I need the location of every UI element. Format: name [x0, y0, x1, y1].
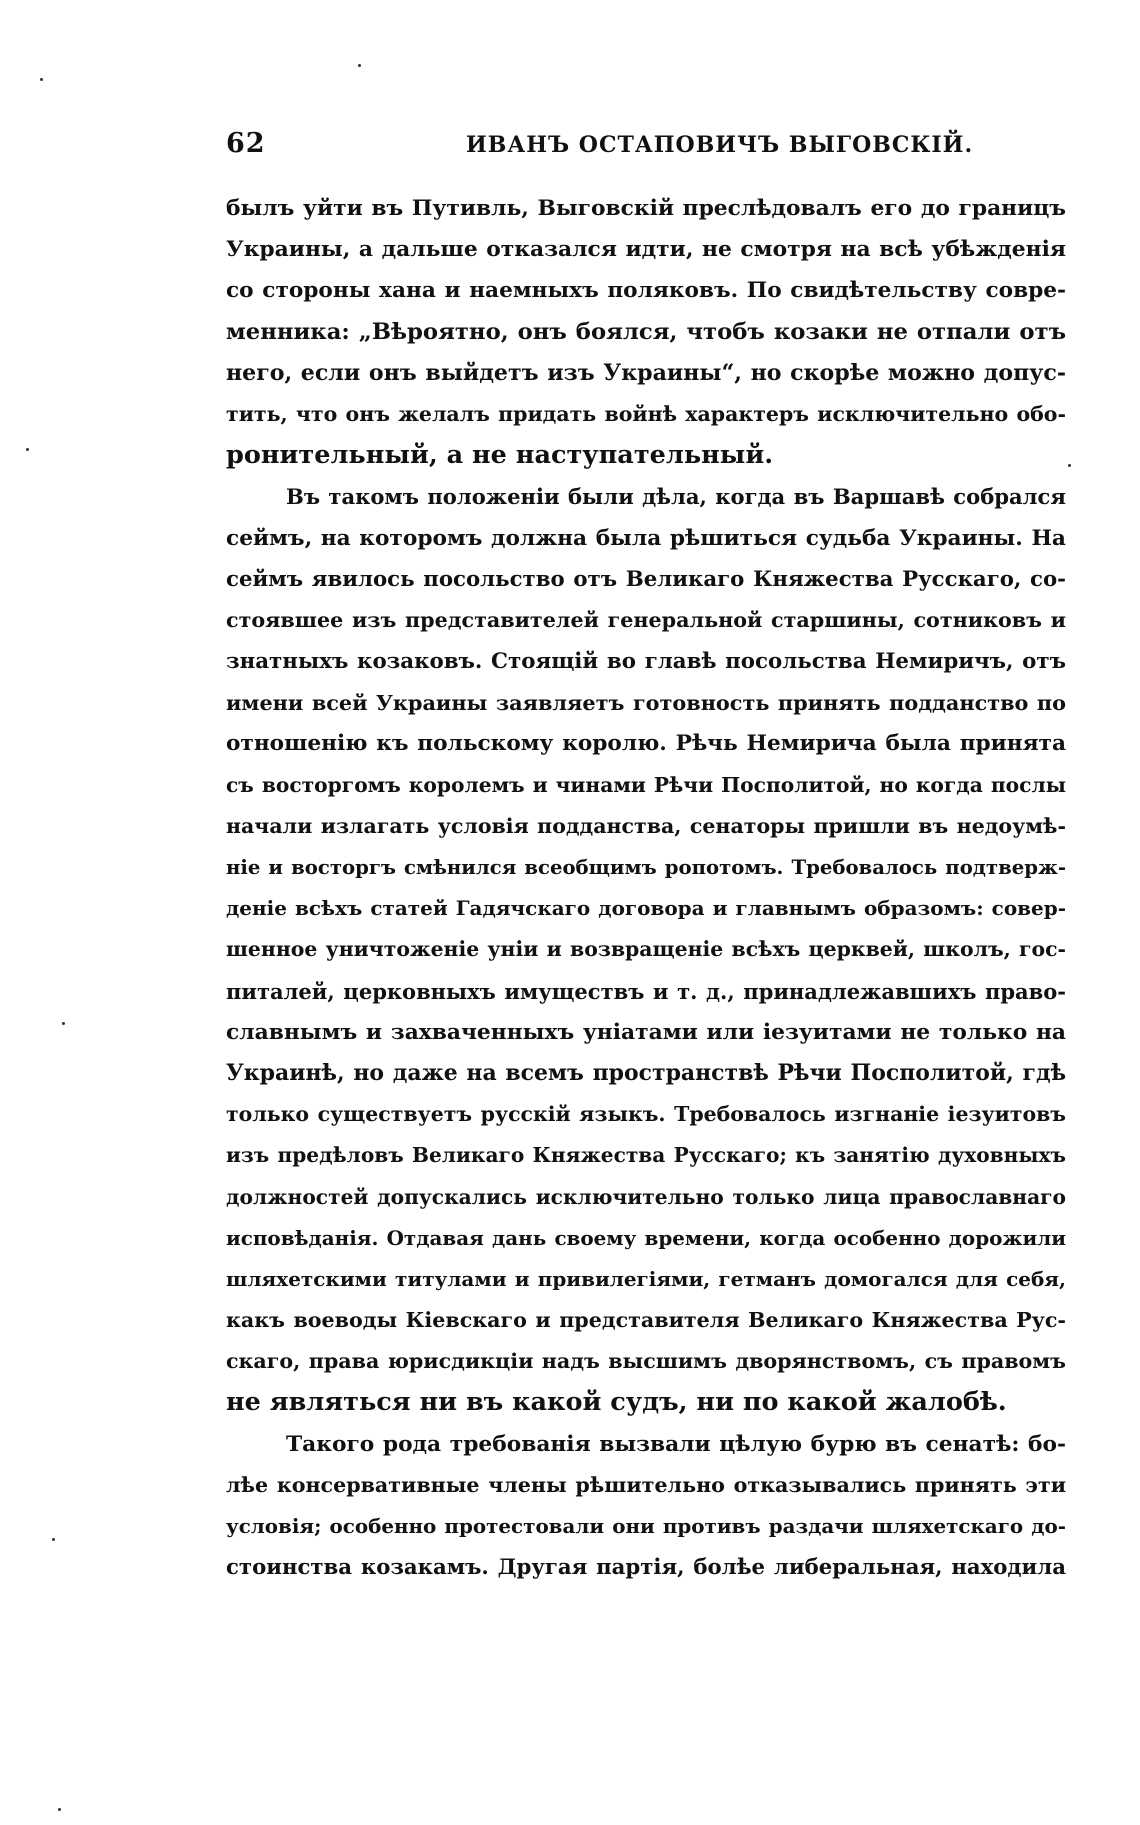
- text-line: Въ такомъ положеніи были дѣла, когда въ Варшавѣ собрался: [286, 484, 1066, 510]
- text-line: стоявшее изъ представителей генеральной старшины, сотниковъ и: [226, 607, 1066, 632]
- text-line: ніе и восторгъ смѣнился всеобщимъ ропотомъ. Требовалось подтверж-: [226, 856, 1066, 879]
- text-line: стоинства козакамъ. Другая партія, болѣе либеральная, находила: [226, 1555, 1066, 1581]
- text-line: него, если онъ выйдетъ изъ Украины“, но скорѣе можно допус-: [226, 359, 1066, 386]
- text-line: лѣе консервативные члены рѣшительно отказывались принять эти: [226, 1472, 1066, 1497]
- text-line: съ восторгомъ королемъ и чинами Рѣчи Посполитой, но когда послы: [226, 772, 1066, 797]
- text-line: не являться ни въ какой судъ, ни по какой жалобѣ.: [226, 1387, 1007, 1418]
- text-line: менника: „Вѣроятно, онъ боялся, чтобъ козаки не отпали отъ: [226, 318, 1066, 345]
- text-line: славнымъ и захваченныхъ уніатами или іезуитами не только на: [226, 1019, 1066, 1045]
- text-line: Такого рода требованія вызвали цѣлую бурю въ сенатѣ: бо-: [286, 1431, 1066, 1457]
- scan-speck: [62, 1022, 65, 1025]
- running-title: ИВАНЪ ОСТАПОВИЧЪ ВЫГОВСКІЙ.: [466, 132, 974, 158]
- scan-speck: [58, 1808, 61, 1811]
- text-line: должностей допускались исключительно только лица православнаго: [226, 1184, 1066, 1209]
- text-line: сеймъ, на которомъ должна была рѣшиться судьба Украины. На: [226, 525, 1066, 551]
- text-line: какъ воеводы Кіевскаго и представителя Великаго Княжества Рус-: [226, 1308, 1066, 1333]
- text-line: Украины, а дальше отказался идти, не смотря на всѣ убѣжденія: [226, 237, 1066, 263]
- text-line: начали излагать условія подданства, сенаторы пришли въ недоумѣ-: [226, 813, 1066, 838]
- text-line: тить, что онъ желалъ придать войнѣ характеръ исключительно обо-: [226, 401, 1066, 426]
- body-text: [226, 188, 1066, 1588]
- text-line: шляхетскими титулами и привилегіями, гетманъ домогался для себя,: [226, 1266, 1066, 1291]
- scan-speck: [40, 78, 43, 81]
- text-line: отношенію къ польскому королю. Рѣчь Немирича была принята: [226, 731, 1066, 757]
- text-line: изъ предѣловъ Великаго Княжества Русскаго; къ занятію духовныхъ: [226, 1143, 1066, 1168]
- page-header: [226, 128, 1066, 168]
- text-line: условія; особенно протестовали они противъ раздачи шляхетскаго до-: [226, 1514, 1066, 1538]
- text-line: Украинѣ, но даже на всемъ пространствѣ Рѣчи Посполитой, гдѣ: [226, 1059, 1066, 1086]
- text-line: скаго, права юрисдикціи надъ высшимъ дворянствомъ, съ правомъ: [226, 1349, 1066, 1374]
- text-line: имени всей Украины заявляетъ готовность принять подданство по: [226, 690, 1066, 716]
- text-line: былъ уйти въ Путивль, Выговскій преслѣдовалъ его до границъ: [226, 196, 1066, 221]
- text-line: питалей, церковныхъ имуществъ и т. д., принадлежавшихъ право-: [226, 978, 1066, 1004]
- scan-speck: [26, 448, 29, 451]
- scan-speck: [52, 1538, 55, 1541]
- text-line: исповѣданія. Отдавая дань своему времени, когда особенно дорожили: [226, 1225, 1066, 1250]
- text-line: со стороны хана и наемныхъ поляковъ. По свидѣтельству совре-: [226, 278, 1066, 304]
- scan-speck: [1068, 464, 1071, 467]
- scan-speck: [358, 64, 361, 67]
- text-line: сеймъ явилось посольство отъ Великаго Княжества Русскаго, со-: [226, 566, 1066, 592]
- text-line: знатныхъ козаковъ. Стоящій во главѣ посольства Немиричъ, отъ: [226, 649, 1066, 675]
- text-line: деніе всѣхъ статей Гадячскаго договора и главнымъ образомъ: совер-: [226, 896, 1066, 921]
- text-line: только существуетъ русскій языкъ. Требовалось изгнаніе іезуитовъ: [226, 1102, 1066, 1127]
- page-number: 62: [226, 128, 266, 159]
- text-line: ронительный, а не наступательный.: [226, 440, 774, 471]
- text-line: шенное уничтоженіе уніи и возвращеніе всѣхъ церквей, школъ, гос-: [226, 937, 1066, 962]
